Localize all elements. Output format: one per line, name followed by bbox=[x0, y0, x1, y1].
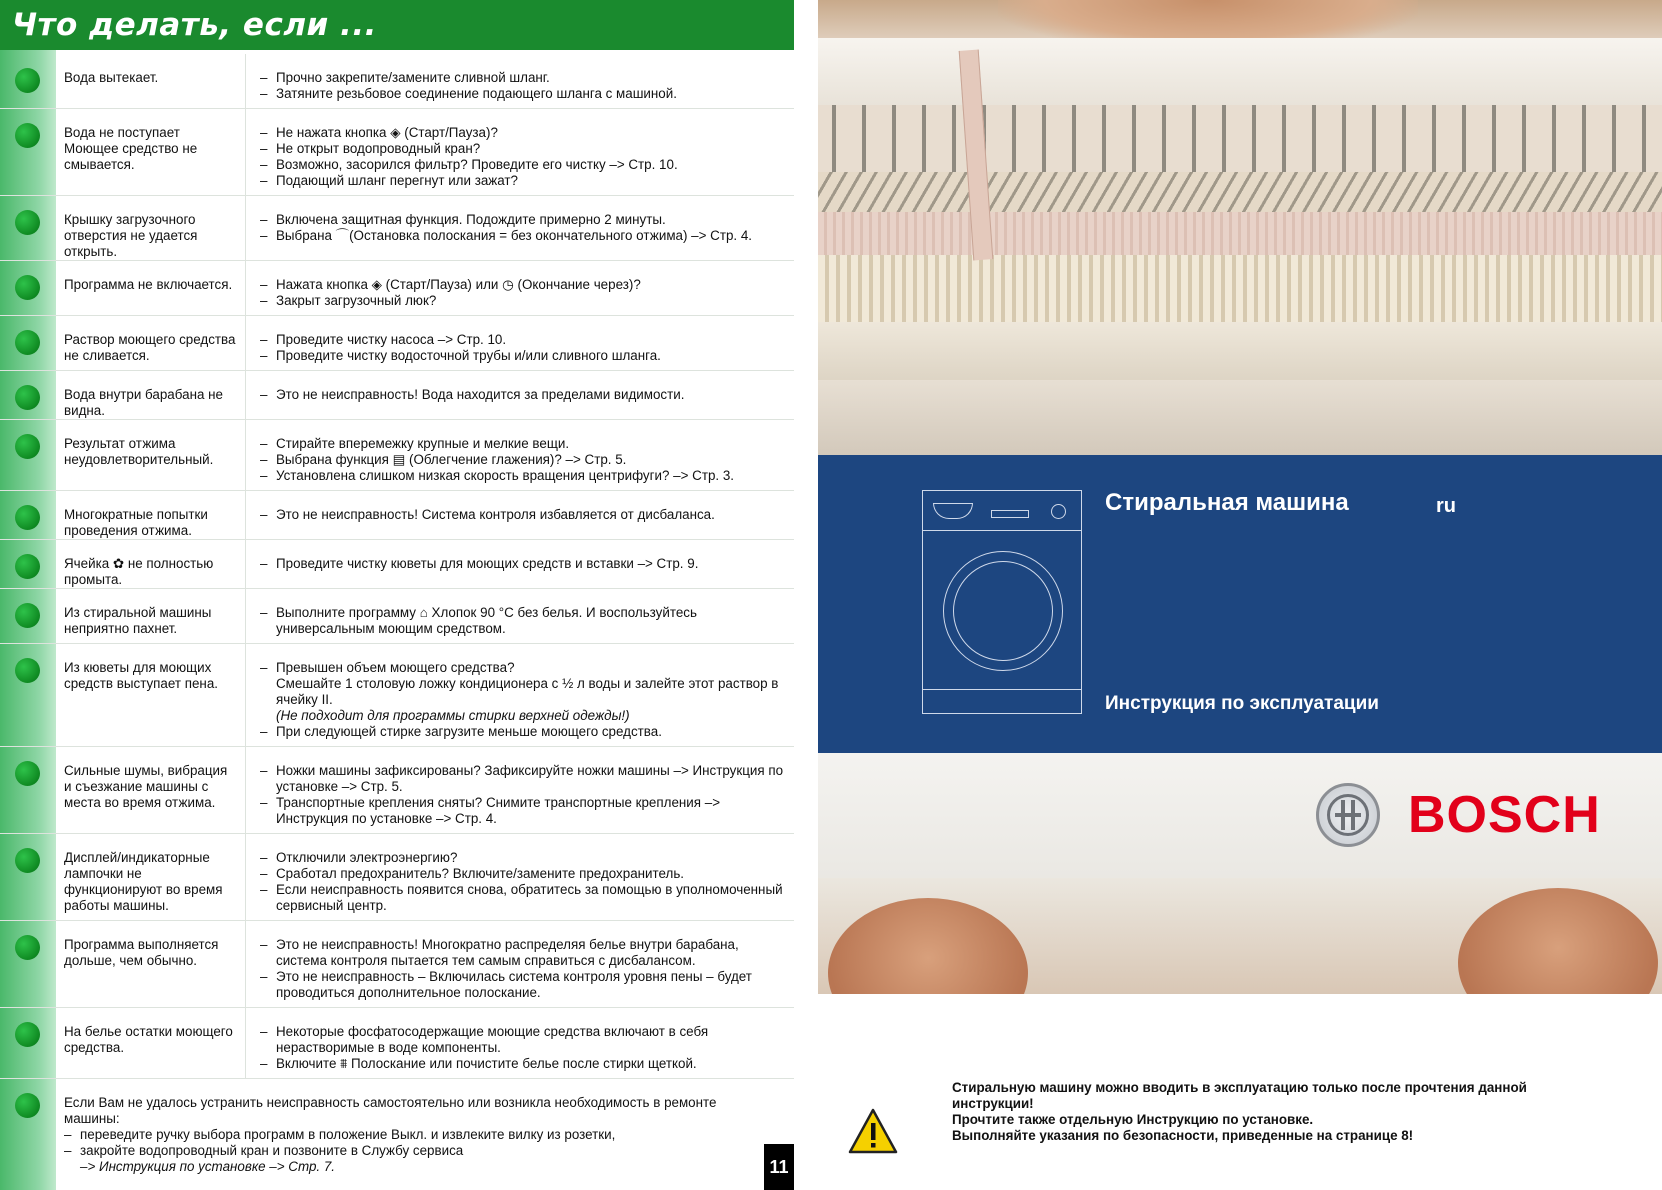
final-item-text: переведите ручку выбора программ в положение Выкл. и извлеките вилку из розетки, bbox=[80, 1127, 616, 1142]
dash-marker: – bbox=[64, 1127, 72, 1142]
solution-item bbox=[260, 724, 784, 740]
solution-text: Выбрана ⌒(Остановка полоскания = без окончательного отжима) –> Стр. 4. bbox=[276, 228, 753, 243]
solution-text: При следующей стирке загрузите меньше моющего средства. bbox=[276, 724, 662, 739]
solution-item bbox=[260, 141, 784, 157]
manual-title: Инструкция по эксплуатации bbox=[1105, 693, 1379, 714]
solution-text: Это не неисправность – Включилась система контроля уровня пены – будет проводиться дополнительное полоскание. bbox=[276, 969, 752, 1000]
final-item bbox=[64, 1143, 754, 1159]
troubleshooting-table bbox=[0, 54, 794, 1175]
solution-item bbox=[260, 452, 784, 468]
solution-text: Это не неисправность! Система контроля избавляется от дисбаланса. bbox=[276, 507, 715, 522]
dash-marker: – bbox=[260, 452, 268, 467]
dash-marker: – bbox=[260, 556, 268, 571]
solution-text: Включена защитная функция. Подождите примерно 2 минуты. bbox=[276, 212, 666, 227]
bullet-dot-icon bbox=[15, 275, 40, 300]
dash-marker: – bbox=[260, 348, 268, 363]
solution-text: Если неисправность появится снова, обратитесь за помощью в уполномоченный сервисный центр. bbox=[276, 882, 783, 913]
solution-text: Отключили электроэнергию? bbox=[276, 850, 458, 865]
dash-marker: – bbox=[260, 937, 268, 952]
bullet-dot-icon bbox=[15, 848, 40, 873]
table-row bbox=[0, 316, 794, 371]
solution-item bbox=[260, 293, 784, 309]
solution-text: Установлена слишком низкая скорость вращения центрифуги? –> Стр. 3. bbox=[276, 468, 735, 483]
cover-page bbox=[818, 0, 1662, 1190]
solution-text: Закрыт загрузочный люк? bbox=[276, 293, 437, 308]
solution-item bbox=[260, 763, 784, 795]
solution-item bbox=[260, 850, 784, 866]
solution-item bbox=[260, 660, 784, 676]
problem-text: Программа не включается. bbox=[0, 261, 246, 315]
table-row bbox=[0, 540, 794, 589]
dash-marker: – bbox=[260, 969, 268, 984]
solution-item bbox=[260, 70, 784, 86]
solution-text: Это не неисправность! Многократно распределяя белье внутри барабана, система контроля пытается тем самым справиться с дисбалансом. bbox=[276, 937, 739, 968]
final-intro: Если Вам не удалось устранить неисправность самостоятельно или возникла необходимость в ремонте машины: bbox=[64, 1095, 717, 1126]
solution-item bbox=[260, 1056, 784, 1072]
solution-item bbox=[260, 277, 784, 293]
dash-marker: – bbox=[260, 763, 268, 778]
section-title: Что делать, если ... bbox=[12, 7, 377, 43]
solution-item bbox=[260, 676, 784, 708]
table-row bbox=[0, 54, 794, 109]
page-number: 11 bbox=[764, 1144, 794, 1190]
warning-line: Прочтите также отдельную Инструкцию по установке. bbox=[952, 1112, 1314, 1127]
solution-item bbox=[260, 212, 784, 228]
solutions-list bbox=[246, 834, 794, 920]
solution-text: Стирайте вперемежку крупные и мелкие вещи. bbox=[276, 436, 570, 451]
table-row bbox=[0, 589, 794, 644]
solution-text: Не нажата кнопка ◈ (Старт/Пауза)? bbox=[276, 125, 498, 140]
solution-item bbox=[260, 348, 784, 364]
solution-text: Транспортные крепления сняты? Снимите транспортные крепления –> Инструкция по установке –> Стр. 4. bbox=[276, 795, 721, 826]
bullet-dot-icon bbox=[15, 330, 40, 355]
dash-marker: – bbox=[64, 1143, 72, 1158]
final-note bbox=[0, 1079, 794, 1175]
solution-text: Возможно, засорился фильтр? Проведите его чистку –> Стр. 10. bbox=[276, 157, 678, 172]
dash-marker: – bbox=[260, 1056, 268, 1071]
bullet-dot-icon bbox=[15, 761, 40, 786]
solutions-list bbox=[246, 109, 794, 195]
bullet-dot-icon bbox=[15, 385, 40, 410]
dash-marker: – bbox=[260, 468, 268, 483]
final-reference: –> Инструкция по установке –> Стр. 7. bbox=[80, 1159, 336, 1174]
solution-text: Сработал предохранитель? Включите/замените предохранитель. bbox=[276, 866, 685, 881]
solution-text: Выбрана функция ▤ (Облегчение глажения)? –> Стр. 5. bbox=[276, 452, 627, 467]
table-row bbox=[0, 834, 794, 921]
solutions-list bbox=[246, 1008, 794, 1078]
solution-item bbox=[260, 795, 784, 827]
solutions-list bbox=[246, 491, 794, 539]
problem-text: Результат отжима неудовлетворительный. bbox=[0, 420, 246, 490]
solution-text: Это не неисправность! Вода находится за пределами видимости. bbox=[276, 387, 685, 402]
dash-marker: – bbox=[260, 866, 268, 881]
solution-item bbox=[260, 387, 784, 403]
problem-text: Вода не поступает Моющее средство не смывается. bbox=[0, 109, 246, 195]
dash-marker: – bbox=[260, 70, 268, 85]
hands-photo bbox=[818, 878, 1662, 994]
table-row bbox=[0, 747, 794, 834]
dash-marker: – bbox=[260, 293, 268, 308]
solution-item bbox=[260, 173, 784, 189]
final-item-text: закройте водопроводный кран и позвоните в Службу сервиса bbox=[80, 1143, 464, 1158]
solutions-list bbox=[246, 196, 794, 260]
solutions-list bbox=[246, 54, 794, 108]
table-row bbox=[0, 921, 794, 1008]
solution-item bbox=[260, 157, 784, 173]
table-row bbox=[0, 1008, 794, 1079]
solution-text: Проведите чистку водосточной трубы и/или сливного шланга. bbox=[276, 348, 661, 363]
dash-marker: – bbox=[260, 173, 268, 188]
dash-marker: – bbox=[260, 157, 268, 172]
solution-text: Прочно закрепите/замените сливной шланг. bbox=[276, 70, 550, 85]
problem-text: Раствор моющего средства не сливается. bbox=[0, 316, 246, 370]
table-row bbox=[0, 644, 794, 747]
warning-line: Стиральную машину можно вводить в эксплуатацию только после прочтения данной инструкции! bbox=[952, 1080, 1527, 1111]
title-band bbox=[818, 455, 1662, 753]
problem-text: Вода вытекает. bbox=[0, 54, 246, 108]
solutions-list bbox=[246, 644, 794, 746]
bosch-logo-icon bbox=[1316, 783, 1380, 847]
solution-item bbox=[260, 882, 784, 914]
left-page bbox=[0, 0, 800, 1190]
dash-marker: – bbox=[260, 125, 268, 140]
problem-text: Дисплей/индикаторные лампочки не функционируют во время работы машины. bbox=[0, 834, 246, 920]
table-row bbox=[0, 371, 794, 420]
table-row bbox=[0, 261, 794, 316]
problem-text: Из кюветы для моющих средств выступает пена. bbox=[0, 644, 246, 746]
warning-line: Выполняйте указания по безопасности, приведенные на странице 8! bbox=[952, 1128, 1414, 1143]
solution-item bbox=[260, 708, 784, 724]
dash-marker: – bbox=[260, 332, 268, 347]
dash-marker: – bbox=[260, 605, 268, 620]
solutions-list bbox=[246, 747, 794, 833]
solution-text: Смешайте 1 столовую ложку кондиционера с ½ л воды и залейте этот раствор в ячейку II. bbox=[276, 676, 779, 707]
problem-text: Вода внутри барабана не видна. bbox=[0, 371, 246, 419]
table-row bbox=[0, 196, 794, 261]
solution-text: (Не подходит для программы стирки верхней одежды!) bbox=[276, 708, 630, 723]
solution-text: Затяните резьбовое соединение подающего шланга с машиной. bbox=[276, 86, 677, 101]
problem-text: Крышку загрузочного отверстия не удается открыть. bbox=[0, 196, 246, 260]
dash-marker: – bbox=[260, 228, 268, 243]
problem-text: На белье остатки моющего средства. bbox=[0, 1008, 246, 1078]
solution-text: Подающий шланг перегнут или зажат? bbox=[276, 173, 518, 188]
dash-marker: – bbox=[260, 277, 268, 292]
solution-item bbox=[260, 436, 784, 452]
table-row bbox=[0, 491, 794, 540]
solution-item bbox=[260, 86, 784, 102]
problem-text: Из стиральной машины неприятно пахнет. bbox=[0, 589, 246, 643]
dash-marker: – bbox=[260, 507, 268, 522]
bullet-dot-icon bbox=[15, 1093, 40, 1118]
dash-marker: – bbox=[260, 795, 268, 810]
dash-marker: – bbox=[260, 1024, 268, 1039]
problem-text: Многократные попытки проведения отжима. bbox=[0, 491, 246, 539]
solution-item bbox=[260, 937, 784, 969]
towels-photo bbox=[818, 0, 1662, 455]
solution-item bbox=[260, 556, 784, 572]
bullet-dot-icon bbox=[15, 210, 40, 235]
problem-text: Ячейка ✿ не полностью промыта. bbox=[0, 540, 246, 588]
bullet-dot-icon bbox=[15, 1022, 40, 1047]
dash-marker: – bbox=[260, 882, 268, 897]
bullet-dot-icon bbox=[15, 554, 40, 579]
section-header bbox=[0, 0, 794, 50]
brand-name: BOSCH bbox=[1408, 786, 1601, 844]
warning-triangle-icon bbox=[848, 1108, 898, 1154]
dash-marker: – bbox=[260, 436, 268, 451]
bullet-dot-icon bbox=[15, 658, 40, 683]
solutions-list bbox=[246, 420, 794, 490]
bullet-dot-icon bbox=[15, 935, 40, 960]
problem-text: Сильные шумы, вибрация и съезжание машины с места во время отжима. bbox=[0, 747, 246, 833]
solution-item bbox=[260, 1024, 784, 1056]
solution-text: Проведите чистку кюветы для моющих средств и вставки –> Стр. 9. bbox=[276, 556, 699, 571]
bullet-dot-icon bbox=[15, 603, 40, 628]
solution-item bbox=[260, 332, 784, 348]
solution-item bbox=[260, 228, 784, 244]
bullet-dot-icon bbox=[15, 68, 40, 93]
dash-marker: – bbox=[260, 212, 268, 227]
solution-text: Ножки машины зафиксированы? Зафиксируйте ножки машины –> Инструкция по установке –> Стр. 5. bbox=[276, 763, 784, 794]
bullet-dot-icon bbox=[15, 505, 40, 530]
washing-machine-icon bbox=[922, 490, 1082, 714]
problem-text: Программа выполняется дольше, чем обычно. bbox=[0, 921, 246, 1007]
solution-item bbox=[260, 866, 784, 882]
solutions-list bbox=[246, 921, 794, 1007]
solutions-list bbox=[246, 589, 794, 643]
brand-band bbox=[818, 753, 1662, 878]
solutions-list bbox=[246, 540, 794, 588]
dash-marker: – bbox=[260, 850, 268, 865]
dash-marker: – bbox=[260, 141, 268, 156]
solution-text: Некоторые фосфатосодержащие моющие средства включают в себя нерастворимые в воде компоненты. bbox=[276, 1024, 709, 1055]
table-row bbox=[0, 109, 794, 196]
dash-marker: – bbox=[260, 387, 268, 402]
final-item bbox=[64, 1127, 754, 1143]
product-title: Стиральная машина bbox=[1105, 489, 1349, 516]
solution-item bbox=[260, 468, 784, 484]
solution-item bbox=[260, 507, 784, 523]
solution-text: Нажата кнопка ◈ (Старт/Пауза) или ◷ (Окончание через)? bbox=[276, 277, 641, 292]
warning-text bbox=[952, 1080, 1592, 1144]
table-row bbox=[0, 420, 794, 491]
solution-text: Выполните программу ⌂ Хлопок 90 °C без белья. И воспользуйтесь универсальным моющим средством. bbox=[276, 605, 697, 636]
dash-marker: – bbox=[260, 724, 268, 739]
solution-text: Проведите чистку насоса –> Стр. 10. bbox=[276, 332, 507, 347]
dash-marker: – bbox=[260, 660, 268, 675]
solution-text: Превышен объем моющего средства? bbox=[276, 660, 515, 675]
solution-item bbox=[260, 125, 784, 141]
solution-item bbox=[260, 605, 784, 637]
solution-text: Не открыт водопроводный кран? bbox=[276, 141, 481, 156]
solution-text: Включите ⩩ Полоскание или почистите белье после стирки щеткой. bbox=[276, 1056, 697, 1071]
bullet-dot-icon bbox=[15, 123, 40, 148]
bullet-dot-icon bbox=[15, 434, 40, 459]
solutions-list bbox=[246, 316, 794, 370]
language-code: ru bbox=[1436, 495, 1456, 517]
solution-item bbox=[260, 969, 784, 1001]
dash-marker: – bbox=[260, 86, 268, 101]
solutions-list bbox=[246, 261, 794, 315]
solutions-list bbox=[246, 371, 794, 419]
